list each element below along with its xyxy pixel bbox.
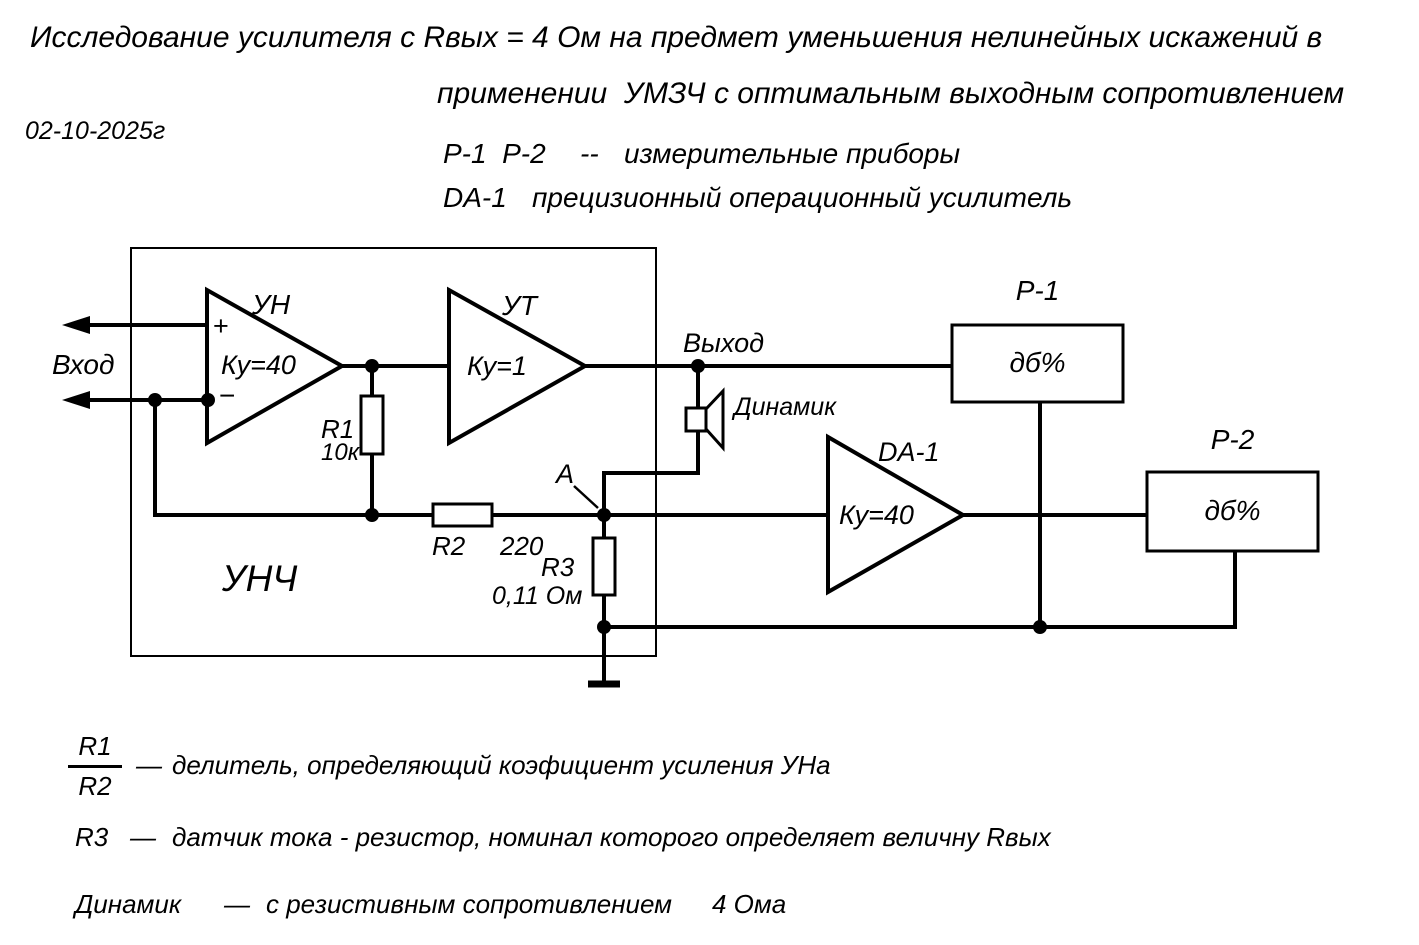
note-divider-r1: R1 [78,731,112,761]
r2-value: 220 [500,531,544,561]
resistor-r2-body [433,504,492,526]
unch-box-label: УНЧ [222,558,298,599]
input-arrowhead-top [62,316,90,334]
r2-label: R2 [432,531,466,561]
input-arrowhead-bottom [62,391,90,409]
junction-dot-output [691,359,705,373]
amp-un-name: УН [252,289,291,320]
speaker-horn [706,391,723,448]
note-speaker-symbol: Динамик [75,889,182,919]
legend-meters-label: P-1 P-2 [443,138,546,169]
note-sensor-text: датчик тока - резистор, номинал которого определяет величну Rвых [172,822,1051,852]
output-label: Выход [683,328,765,358]
junction-dot-node-a [597,508,611,522]
note-divider-text: делитель, определяющий коэфициент усиления УНа [172,750,831,780]
date-label: 02-10-2025г [25,117,166,145]
junction-dot [148,393,162,407]
meter-p1-name: P-1 [1015,275,1060,306]
r1-label: R1 [321,414,355,444]
legend-meters-dash: -- [580,138,599,169]
amp-da1-gain: Ку=40 [839,500,914,530]
speaker-icon [686,391,723,448]
note-speaker-text: с резистивным сопротивлением [266,889,672,919]
r3-value: 0,11 Ом [492,582,583,610]
amp-un-plus-input: + [213,311,229,341]
r1-value: 10к [321,439,360,466]
legend-da1-label: DA-1 [443,182,507,213]
fraction-bar [68,765,122,768]
junction-dot [597,620,611,634]
note-divider-fraction [68,731,122,802]
junction-dot [201,393,215,407]
note-divider-r2: R2 [78,771,112,801]
resistor-r3-body [593,538,615,595]
junction-dot [1033,620,1047,634]
meter-p2-scale: дб% [1204,495,1261,526]
amp-da1-name: DA-1 [878,437,940,467]
meter-p2-name: P-2 [1210,424,1255,455]
note-sensor-symbol: R3 [75,822,109,852]
junction-dot [365,359,379,373]
legend-meters-text: измерительные приборы [624,138,961,169]
title-line-2: применении УМЗЧ с оптимальным выходным сопротивлением [437,77,1345,110]
note-divider-dash: — [136,750,162,780]
amp-un-gain: Ку=40 [221,350,296,380]
junction-dot [365,508,379,522]
node-a-pointer-line [574,486,598,508]
input-label: Вход [52,349,115,380]
resistor-r1-body [361,396,383,454]
speaker-driver-square [686,408,706,431]
node-a-label: A [556,459,575,489]
note-sensor-dash: — [130,822,156,852]
amp-un-minus-input: − [219,380,236,411]
speaker-label: Динамик [734,393,837,421]
amp-ut-gain: Ку=1 [467,351,527,381]
meter-p1-scale: дб% [1009,347,1066,378]
title-line-1: Исследование усилителя с Rвых = 4 Ом на предмет уменьшения нелинейных искажений в [30,21,1323,54]
amp-ut-name: УТ [502,290,537,321]
note-speaker-value: 4 Ома [712,889,787,919]
legend-da1-text: прецизионный операционный усилитель [532,182,1073,213]
note-speaker-dash: — [224,889,250,919]
r3-label: R3 [541,552,575,582]
